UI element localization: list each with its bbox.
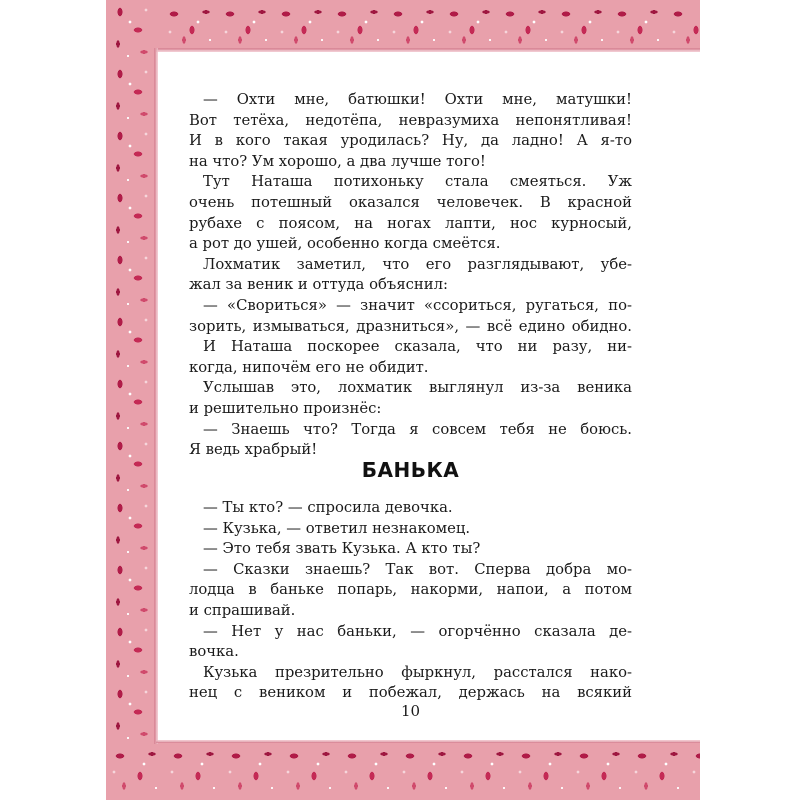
text-line: И Наташа поскорее сказала, что ни разу, ни- — [203, 338, 632, 356]
text-line: жал за веник и оттуда объяснил: — [189, 276, 449, 294]
floral-border-bottom — [106, 742, 700, 800]
text-block-top — [189, 90, 632, 461]
text-line: Я ведь храбрый! — [189, 441, 318, 459]
text-line: зорить, измываться, дразниться», — всё едино обидно. — [189, 317, 632, 335]
text-line: — Нет у нас баньки, — огорчённо сказала де- — [203, 622, 632, 640]
text-line: — Ты кто? — спросила девочка. — [203, 499, 453, 516]
text-line: и решительно произнёс: — [189, 399, 382, 417]
page-number: 10 — [400, 702, 421, 720]
text-line: Вот тетёха, недотёпа, невразумиха непонятливая! — [189, 111, 632, 129]
border-edge-left — [154, 48, 158, 744]
text-line: и спрашивай. — [189, 601, 296, 619]
text-line: — Это тебя звать Кузька. А кто ты? — [203, 540, 481, 558]
text-line: вочка. — [189, 643, 239, 661]
text-line: на что? Ум хорошо, а два лучше того! — [189, 152, 486, 170]
text-line: — Сказки знаешь? Так вот. Сперва добра мо- — [203, 560, 632, 578]
text-line: — «Свориться» — значит «ссориться, ругаться, по- — [203, 296, 632, 314]
text-line: Лохматик заметил, что его разглядывают, убе- — [203, 255, 632, 273]
text-line: И в кого такая уродилась? Ну, да ладно! А я-то — [189, 132, 632, 150]
border-edge-bottom — [156, 740, 700, 743]
text-line: очень потешный оказался человечек. В красной — [189, 193, 632, 211]
text-line: когда, нипочём его не обидит. — [189, 358, 429, 376]
floral-border-left — [106, 0, 156, 800]
floral-border-top — [106, 0, 700, 50]
chapter-heading: БАНЬКА — [361, 458, 460, 482]
text-line: — Кузька, — ответил незнакомец. — [203, 519, 471, 537]
text-line: лодца в баньке попарь, накорми, напои, а потом — [189, 581, 632, 599]
text-line: — Охти мне, батюшки! Охти мне, матушки! — [203, 91, 632, 108]
text-line: рубахе с поясом, на ногах лапти, нос курносый, — [189, 214, 632, 232]
text-line: Услышав это, лохматик выглянул из-за веника — [203, 379, 632, 397]
border-edge-top — [156, 48, 700, 52]
text-line: нец с веником и побежал, держась на всякий — [189, 684, 632, 702]
text-line: а рот до ушей, особенно когда смеётся. — [189, 235, 501, 253]
text-line: Тут Наташа потихоньку стала смеяться. Уж — [203, 173, 632, 191]
text-line: Кузька презрительно фыркнул, расстался нако- — [203, 663, 632, 681]
text-block-bottom — [189, 498, 632, 704]
text-line: — Знаешь что? Тогда я совсем тебя не боюсь. — [203, 420, 632, 438]
